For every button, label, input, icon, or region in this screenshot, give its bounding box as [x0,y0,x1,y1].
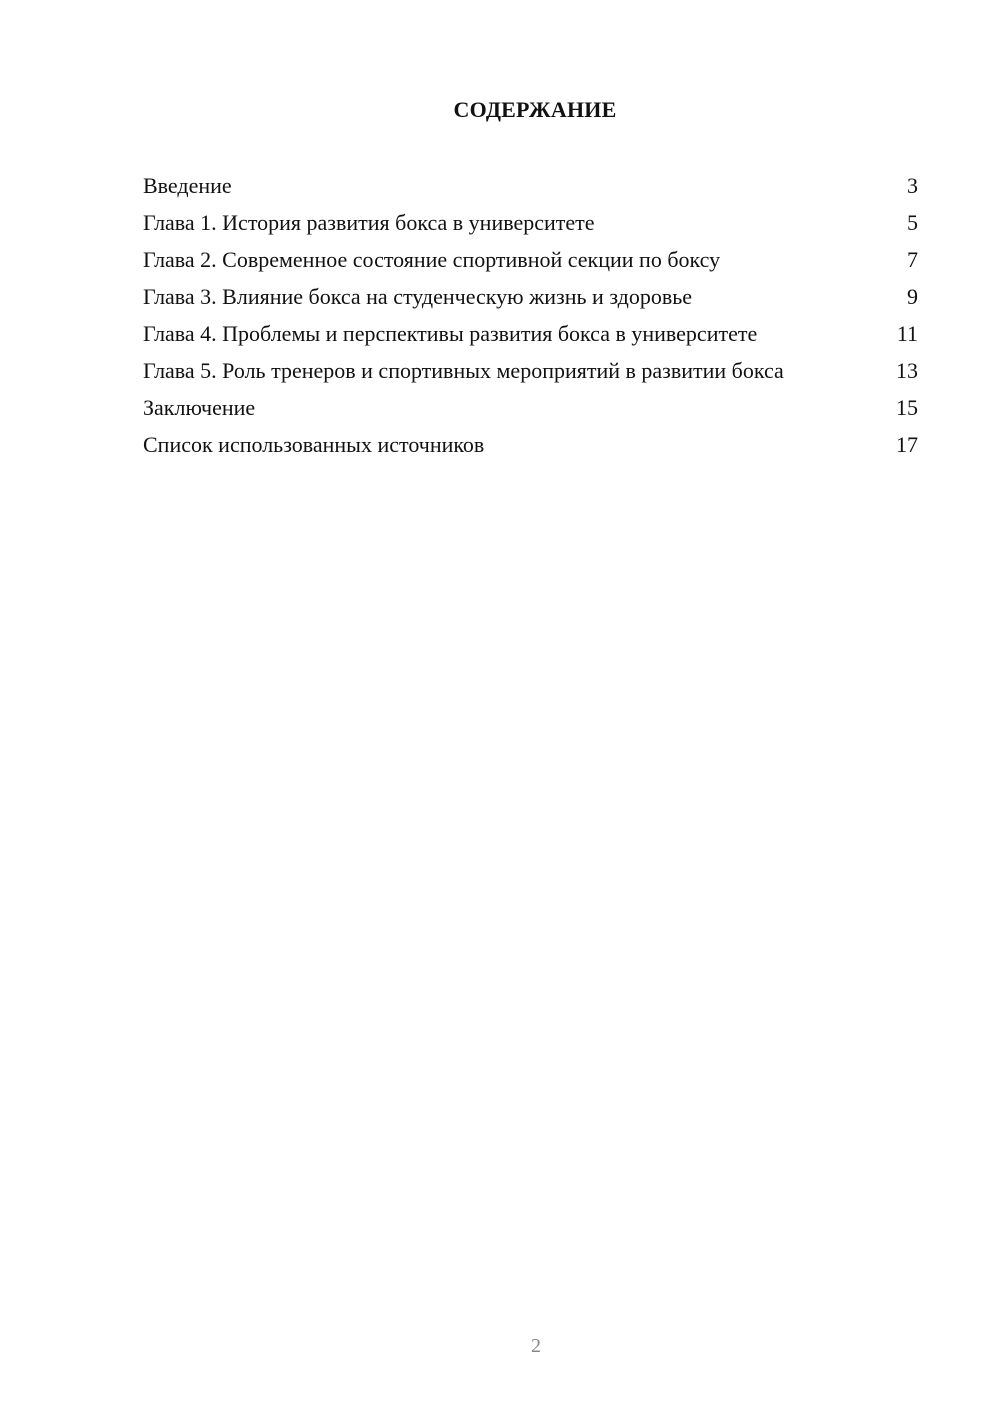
toc-entry-page: 7 [907,247,918,272]
toc-entry-title: Глава 1. История развития бокса в университете [143,210,595,235]
toc-entry-title: Заключение [143,395,256,420]
toc-entry-page: 11 [896,321,918,346]
toc-entry-title: Глава 4. Проблемы и перспективы развития бокса в университете [143,321,758,346]
toc-entry-page: 3 [907,173,918,198]
toc-entry-conclusion [143,392,918,429]
toc-entry-chapter-2 [143,244,918,281]
toc-entry-title: Введение [143,173,232,198]
toc-entry-page: 17 [896,432,918,457]
toc-entry-chapter-3 [143,281,918,318]
page-number: 2 [531,1335,541,1357]
toc-entry-title: Список использованных источников [143,432,485,457]
toc-entry-page: 9 [907,284,918,309]
toc-entry-chapter-1 [143,207,918,244]
toc-entry-title: Глава 5. Роль тренеров и спортивных мероприятий в развитии бокса [143,358,784,383]
toc-entry-title: Глава 3. Влияние бокса на студенческую жизнь и здоровье [143,284,693,309]
toc-entry-chapter-5 [143,355,918,392]
toc-entry-page: 5 [907,210,918,235]
toc-entry-page: 13 [896,358,918,383]
toc-entry-title: Глава 2. Современное состояние спортивной секции по боксу [143,247,721,272]
toc-entry-chapter-4 [143,318,918,355]
toc-entry-page: 15 [896,395,918,420]
toc-entry-introduction [143,170,918,207]
toc-entry-references [143,429,918,466]
page-title: СОДЕРЖАНИЕ [453,97,617,122]
table-of-contents [143,170,918,466]
